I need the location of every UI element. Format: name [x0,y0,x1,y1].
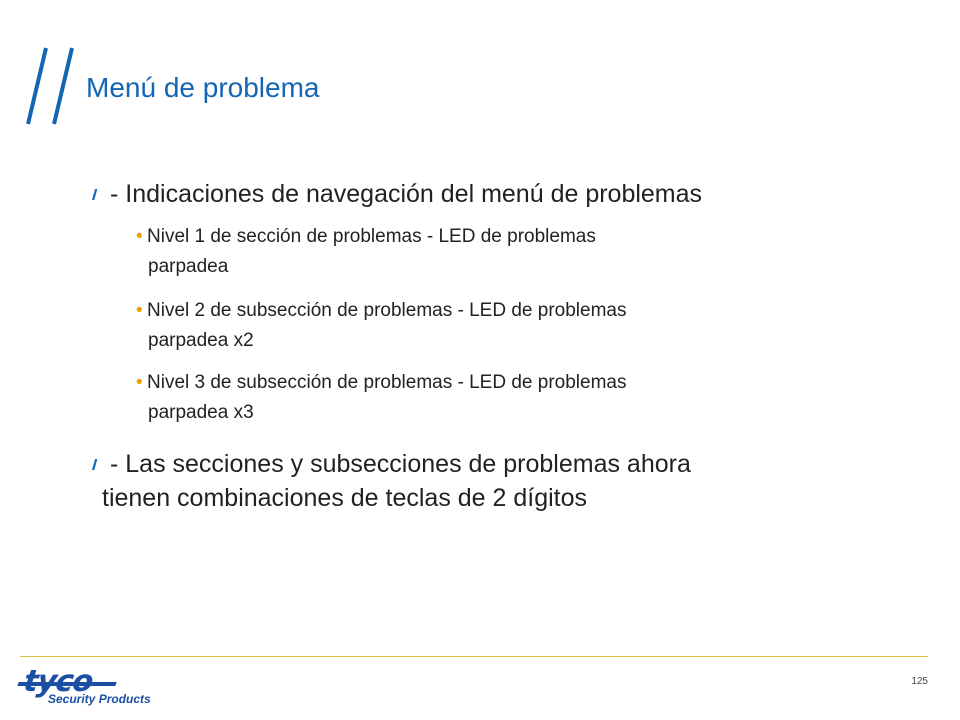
sub-item-level-3 [136,368,876,428]
bullet-icon: • [136,300,143,321]
sub-item-text-continued: parpadea [148,256,229,277]
item-text: - Las secciones y subsecciones de problemas ahora [110,450,691,478]
item-text-continued: tienen combinaciones de teclas de 2 dígitos [102,484,588,512]
double-slash-icon: // [92,187,95,204]
slide-title: Menú de problema [86,72,320,103]
list-item-navigation [92,178,872,212]
item-text: - Indicaciones de navegación del menú de problemas [110,180,703,208]
tyco-logo [18,664,168,710]
logo-wordmark: tyco [21,664,95,699]
logo-subtitle: Security Products [48,692,151,706]
sub-item-text-continued: parpadea x3 [148,402,254,423]
list-item-key-combinations [92,448,872,514]
bullet-icon: • [136,372,143,393]
double-slash-icon: // [92,457,95,474]
sub-item-level-1 [136,222,876,282]
page-number: 125 [911,676,928,687]
bullet-icon: • [136,226,143,247]
title-double-slash-icon [20,44,84,128]
sub-item-text-continued: parpadea x2 [148,330,254,351]
sub-item-text: Nivel 2 de subsección de problemas - LED de problemas [147,300,627,321]
sub-item-level-2 [136,296,876,356]
footer-divider [20,656,928,657]
sub-item-text: Nivel 3 de subsección de problemas - LED de problemas [147,372,627,393]
sub-item-text: Nivel 1 de sección de problemas - LED de problemas [147,226,596,247]
